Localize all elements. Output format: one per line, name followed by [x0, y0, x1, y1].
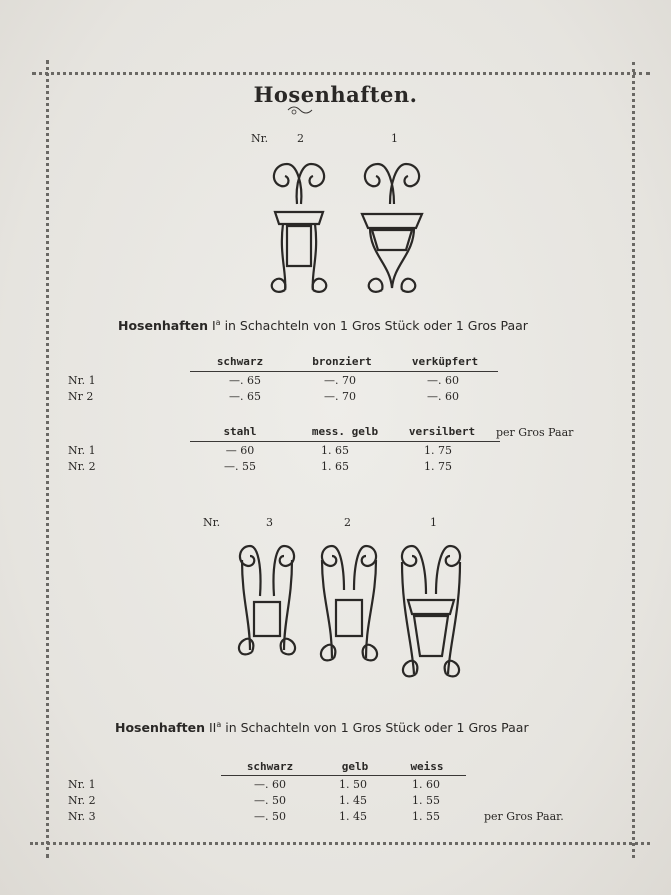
hook-illustration-nr1b: [396, 540, 466, 698]
table3-row2-val2: 1. 45: [339, 794, 367, 807]
nr-label-2: Nr.: [203, 516, 221, 529]
page-title: Hosenhaften.: [253, 82, 418, 107]
caption2-rest: in Schachteln von 1 Gros Stück oder 1 Gros Paar: [225, 720, 529, 736]
table3-header-3: weiss: [410, 760, 444, 773]
table2-row1-val1: — 60: [225, 444, 255, 457]
caption-rest: in Schachteln von 1 Gros Stück oder 1 Gros Paar: [224, 318, 528, 334]
table1-rule: [190, 371, 498, 372]
section2-caption: [115, 720, 529, 735]
table3-row2-val1: —. 50: [254, 794, 286, 807]
nr-label-1: Nr.: [251, 132, 269, 145]
border-bottom: [30, 842, 650, 845]
table2-rule: [190, 441, 500, 442]
hook-number-1b: 1: [430, 516, 437, 529]
caption-sup: a: [215, 318, 221, 327]
caption-roman: I: [211, 318, 216, 334]
hook-illustration-nr2b: [318, 540, 380, 680]
hook-number-1: 1: [391, 132, 398, 145]
table3-rule: [221, 775, 466, 776]
table1-row1-val3: —. 60: [427, 374, 459, 387]
hook-illustration-nr3: [236, 540, 298, 674]
table3-row3-label: Nr. 3: [68, 810, 96, 823]
caption2-sup: a: [216, 720, 222, 729]
table1-row1-val2: —. 70: [324, 374, 356, 387]
table3-row3-val1: —. 50: [254, 810, 286, 823]
table3-row2-label: Nr. 2: [68, 794, 96, 807]
table1-row1-label: Nr. 1: [68, 374, 96, 387]
table1-row2-val2: —. 70: [324, 390, 356, 403]
hook-number-2: 2: [297, 132, 304, 145]
table2-row1-val3: 1. 75: [424, 444, 452, 457]
hook-number-2b: 2: [344, 516, 351, 529]
title-ornament-icon: [286, 104, 386, 116]
table3-row1-val3: 1. 60: [412, 778, 440, 791]
table3-row1-val1: —. 60: [254, 778, 286, 791]
table2-header-3: versilbert: [408, 425, 476, 438]
table1-header-3: verküpfert: [411, 355, 479, 368]
table1-header-1: schwarz: [216, 355, 264, 368]
table3-row3-val2: 1. 45: [339, 810, 367, 823]
table3-header-2: gelb: [341, 760, 369, 773]
section1-caption: [118, 318, 528, 333]
table2-row2-val3: 1. 75: [424, 460, 452, 473]
table1-row2-val3: —. 60: [427, 390, 459, 403]
hook-illustration-nr2: [265, 152, 333, 302]
table2-row2-val1: —. 55: [224, 460, 256, 473]
caption2-roman: II: [208, 720, 217, 736]
table1-row2-val1: —. 65: [229, 390, 261, 403]
table3-row2-val3: 1. 55: [412, 794, 440, 807]
table3-row3-val3: 1. 55: [412, 810, 440, 823]
caption-bold: Hosenhaften: [118, 318, 208, 334]
table3-header-1: schwarz: [246, 760, 294, 773]
table1-header-2: bronziert: [312, 355, 372, 368]
hook-illustration-nr1: [356, 152, 428, 302]
border-left: [46, 60, 49, 858]
border-top: [32, 72, 650, 75]
table1-row1-val1: —. 65: [229, 374, 261, 387]
table2-row1-val2: 1. 65: [321, 444, 349, 457]
table2-note: per Gros Paar: [496, 426, 574, 439]
table3-row1-val2: 1. 50: [339, 778, 367, 791]
table2-header-2: mess. gelb: [311, 425, 379, 438]
table3-row1-label: Nr. 1: [68, 778, 96, 791]
table2-row2-val2: 1. 65: [321, 460, 349, 473]
table2-header-1: stahl: [223, 425, 257, 438]
table3-note: per Gros Paar.: [484, 810, 564, 823]
table1-row2-label: Nr 2: [68, 390, 94, 403]
caption2-bold: Hosenhaften: [115, 720, 205, 736]
table2-row1-label: Nr. 1: [68, 444, 96, 457]
border-right: [632, 62, 635, 858]
table2-row2-label: Nr. 2: [68, 460, 96, 473]
hook-number-3: 3: [266, 516, 273, 529]
